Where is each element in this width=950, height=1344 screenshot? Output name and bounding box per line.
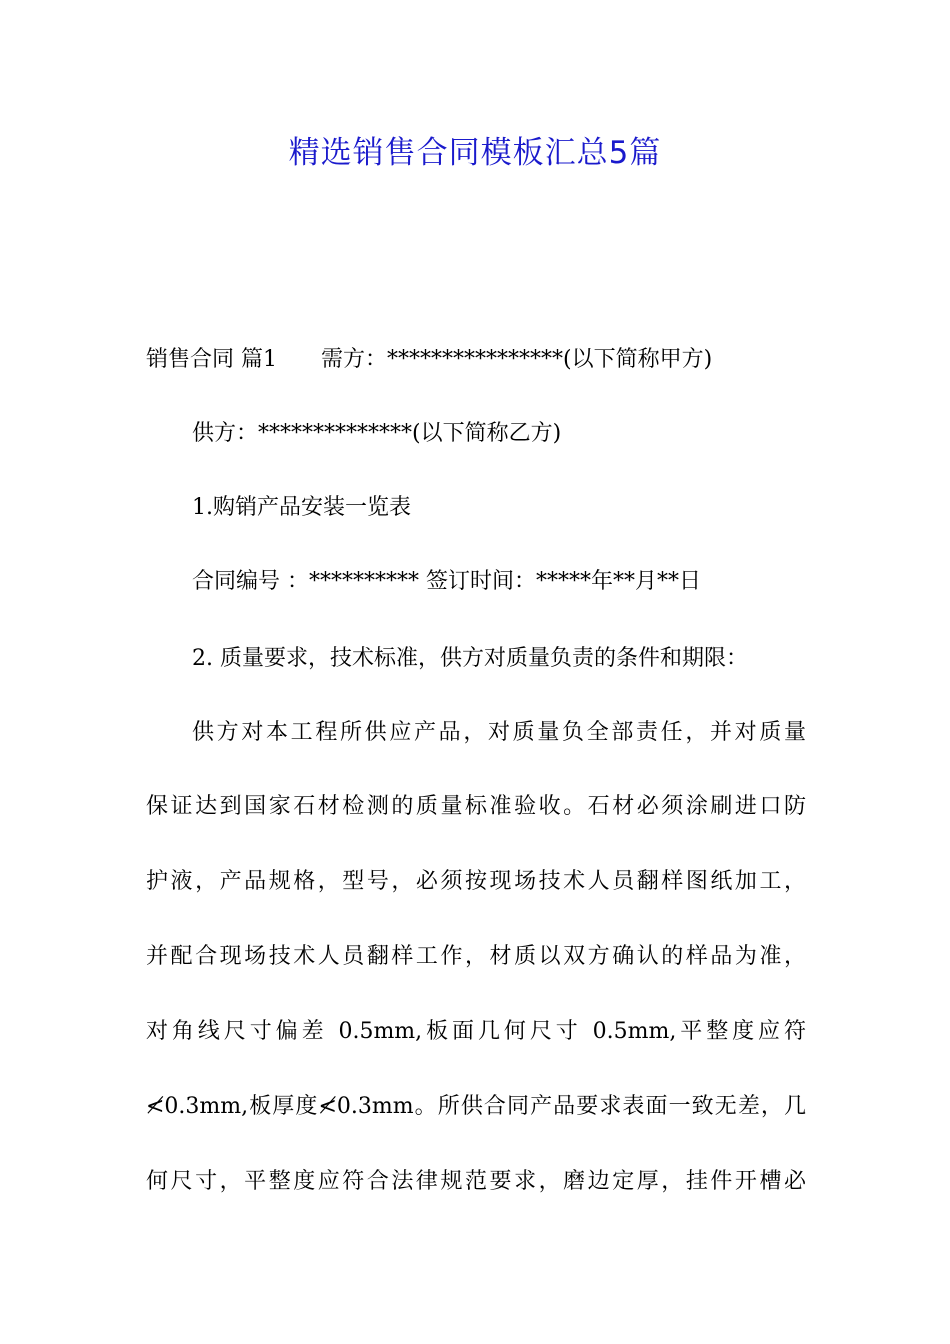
contract-number-line: 合同编号 ：********** 签订时间：*****年**月**日 [192, 569, 701, 594]
document-title: 精选销售合同模板汇总5篇 [288, 135, 662, 171]
paragraph-line: 并配合现场技术人员翻样工作，材质以双方确认的样品为准， [146, 944, 806, 969]
item-1-heading: 1.购销产品安装一览表 [192, 495, 411, 520]
paragraph-line: 对角线尺寸偏差 0.5mm,板面几何尺寸 0.5mm,平整度应符 [146, 1019, 806, 1044]
paragraph-line: 保证达到国家石材检测的质量标准验收。石材必须涂刷进口防 [146, 794, 806, 819]
paragraph-line: 何尺寸，平整度应符合法律规范要求，磨边定厚，挂件开槽必 [146, 1169, 806, 1194]
section-heading: 销售合同 篇1 [146, 347, 277, 372]
paragraph-line: 供方对本工程所供应产品，对质量负全部责任，并对质量 [192, 720, 806, 745]
paragraph-line: ≮0.3mm,板厚度≮0.3mm。所供合同产品要求表面一致无差，几 [146, 1094, 806, 1119]
item-2-heading: 2. 质量要求，技术标准，供方对质量负责的条件和期限： [192, 646, 748, 671]
supplier-line: 供方：**************(以下简称乙方) [192, 421, 562, 446]
buyer-line: 需方：****************(以下简称甲方) [321, 347, 713, 372]
first-line [146, 342, 806, 378]
paragraph-line: 护液，产品规格，型号，必须按现场技术人员翻样图纸加工， [146, 869, 806, 894]
